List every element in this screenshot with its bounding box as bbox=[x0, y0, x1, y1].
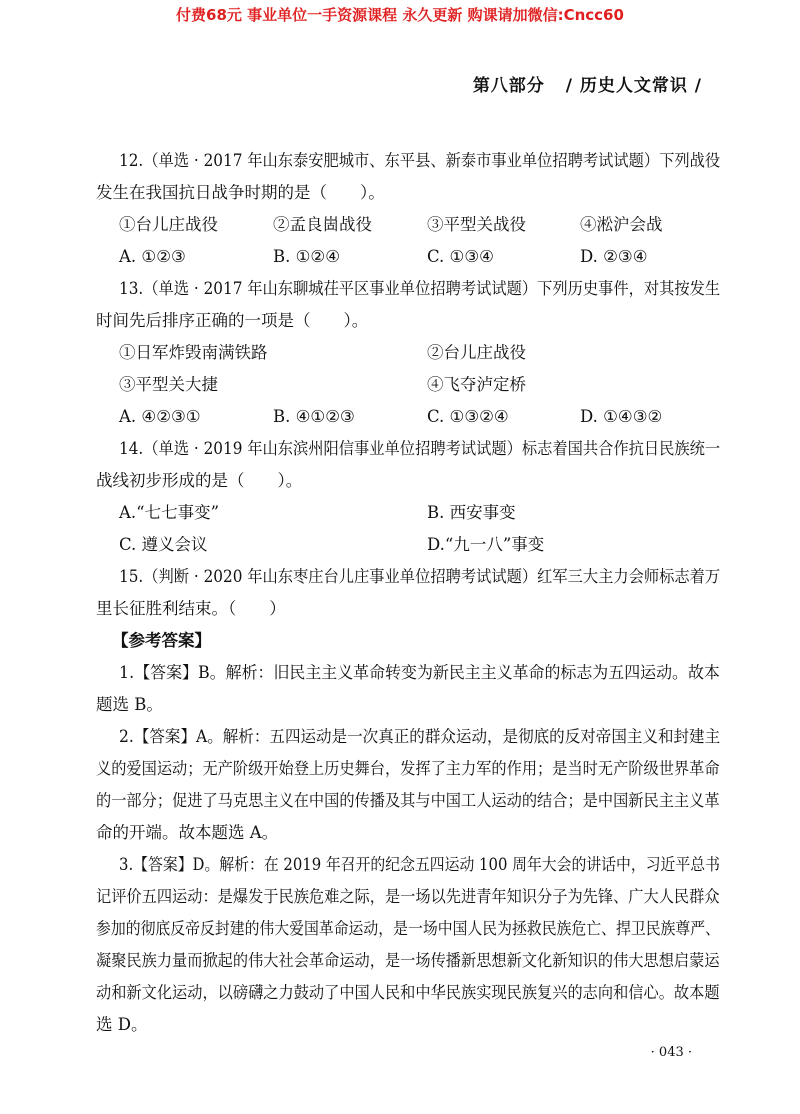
answer-2-line-4: 命的开端。故本题选 A。 bbox=[96, 823, 279, 842]
section-label: 第八部分 bbox=[472, 76, 545, 96]
question-14-line-2: 战线初步形成的是（ ）。 bbox=[96, 471, 303, 490]
question-13-line-1: 13.（单选 · 2017 年山东聊城茌平区事业单位招聘考试试题）下列历史事件，对其按发生 bbox=[119, 279, 721, 298]
q12-option-d: D. ②③④ bbox=[580, 247, 648, 266]
answer-3-line-3: 参加的彻底反帝反封建的伟大爱国革命运动，是一场中国人民为拯救民族危亡、捍卫民族尊严、 bbox=[96, 919, 720, 938]
answer-3-line-1: 3.【答案】D。解析：在 2019 年召开的纪念五四运动 100 周年大会的讲话中，习近平总书 bbox=[119, 855, 720, 874]
q13-option-c: C. ①③②④ bbox=[427, 407, 509, 426]
q13-item-3: ③平型关大捷 bbox=[119, 375, 218, 394]
q13-item-4: ④飞夺泸定桥 bbox=[427, 375, 526, 394]
answer-1-line-2: 题选 B。 bbox=[96, 695, 163, 714]
answer-2-line-2: 义的爱国运动；无产阶级开始登上历史舞台，发挥了主力军的作用；是当时无产阶级世界革命 bbox=[96, 759, 720, 778]
q12-item-4: ④淞沪会战 bbox=[580, 215, 663, 234]
page-number: · 043 · bbox=[650, 1045, 692, 1060]
q12-item-2: ②孟良崮战役 bbox=[273, 215, 372, 234]
q12-option-b: B. ①②④ bbox=[273, 247, 340, 266]
q13-item-2: ②台儿庄战役 bbox=[427, 343, 526, 362]
answer-3-line-2: 记评价五四运动：是爆发于民族危难之际，是一场以先进青年知识分子为先锋、广大人民群众 bbox=[96, 887, 720, 906]
answer-3-line-5: 动和新文化运动，以磅礴之力鼓动了中国人民和中华民族实现民族复兴的志向和信心。故本题 bbox=[96, 983, 720, 1002]
q13-option-a: A. ④②③① bbox=[119, 407, 201, 426]
question-12-line-2: 发生在我国抗日战争时期的是（ ）。 bbox=[96, 183, 385, 202]
question-15-line-2: 里长征胜利结束。（ ） bbox=[96, 599, 286, 618]
answer-2-line-1: 2.【答案】A。解析：五四运动是一次真正的群众运动，是彻底的反对帝国主义和封建主 bbox=[119, 727, 721, 746]
question-13-line-2: 时间先后排序正确的一项是（ ）。 bbox=[96, 311, 369, 330]
q14-option-d: D.“九一八”事变 bbox=[427, 535, 545, 554]
q14-option-b: B. 西安事变 bbox=[427, 503, 516, 522]
q12-item-1: ①台儿庄战役 bbox=[119, 215, 218, 234]
answer-3-line-4: 凝聚民族力量而掀起的伟大社会革命运动，是一场传播新思想新文化新知识的伟大思想启蒙运 bbox=[96, 951, 720, 970]
q12-item-3: ③平型关战役 bbox=[427, 215, 526, 234]
question-15-line-1: 15.（判断 · 2020 年山东枣庄台儿庄事业单位招聘考试试题）红军三大主力会师标志着万 bbox=[119, 567, 721, 586]
answer-3-line-6: 选 D。 bbox=[96, 1015, 148, 1034]
section-title: / 历史人文常识 / bbox=[565, 76, 702, 96]
q12-option-c: C. ①③④ bbox=[427, 247, 494, 266]
answer-1-line-1: 1.【答案】B。解析：旧民主主义革命转变为新民主主义革命的标志为五四运动。故本 bbox=[119, 663, 720, 682]
section-header bbox=[473, 71, 702, 96]
q13-option-d: D. ①④③② bbox=[580, 407, 663, 426]
question-14-line-1: 14.（单选 · 2019 年山东滨州阳信事业单位招聘考试试题）标志着国共合作抗日民族统一 bbox=[119, 439, 721, 458]
question-12-line-1: 12.（单选 · 2017 年山东泰安肥城市、东平县、新泰市事业单位招聘考试试题）下列战役 bbox=[119, 151, 721, 170]
answer-heading: 【参考答案】 bbox=[112, 631, 211, 650]
q14-option-a: A.“七七事变” bbox=[119, 503, 220, 522]
q13-item-1: ①日军炸毁南满铁路 bbox=[119, 343, 268, 362]
q13-option-b: B. ④①②③ bbox=[273, 407, 355, 426]
answer-2-line-3: 的一部分；促进了马克思主义在中国的传播及其与中国工人运动的结合；是中国新民主主义革 bbox=[96, 791, 720, 810]
promo-banner: 付费68元 事业单位一手资源课程 永久更新 购课请加微信:Cncc60 bbox=[176, 6, 624, 24]
q12-option-a: A. ①②③ bbox=[119, 247, 186, 266]
q14-option-c: C. 遵义会议 bbox=[119, 535, 208, 554]
